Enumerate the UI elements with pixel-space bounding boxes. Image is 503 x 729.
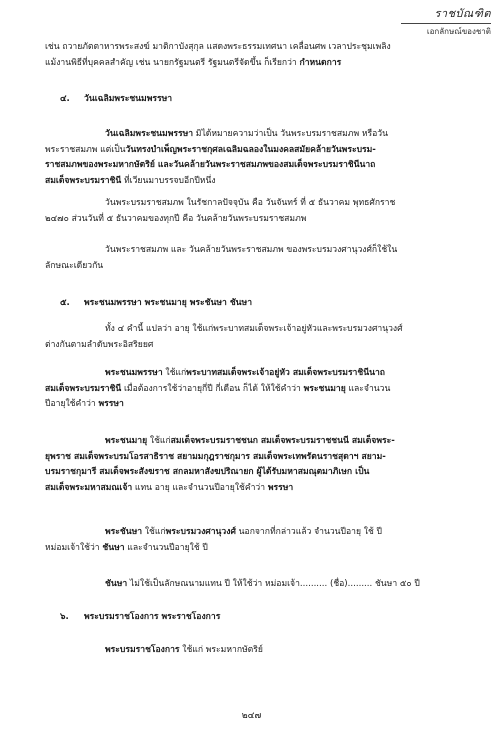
- s4-text: มิได้หมายความว่าเป็น วันพระบรมราชสมภพ หรือวัน: [193, 129, 389, 139]
- section-5-paragraph-3: [45, 434, 478, 496]
- section-5-number: ๕.: [60, 298, 70, 308]
- intro-text: แม้งานพิธีที่บุคคลสำคัญ เช่น นายกรัฐมนตรี รัฐมนตรีจัดขึ้น ก็เรียกว่า: [45, 57, 300, 68]
- section-4-title: วันเฉลิมพระชนมพรรษา: [84, 94, 173, 104]
- s6-text: ใช้แก่ พระมหากษัตริย์: [179, 645, 263, 655]
- s4-term: ราชสมภพของพระมหากษัตริย์ และวันคล้ายวันพระราชสมภพของสมเด็จพระบรมราชินีนาถ: [45, 160, 376, 170]
- s5-p4-line-2: [45, 541, 478, 557]
- s5-p1-line-1: ทั้ง ๔ คำนี้ แปลว่า อายุ ใช้แก่พระบาทสมเด็จพระเจ้าอยู่หัวและพระบรมวงศานุวงศ์: [105, 324, 403, 334]
- page-header: [391, 4, 491, 38]
- s4-p2-line-1: วันพระบรมราชสมภพ ในรัชกาลปัจจุบัน คือ วันจันทร์ ที่ ๕ ธันวาคม พุทธศักราช: [105, 198, 396, 208]
- s4-p1-line-4: [45, 174, 478, 190]
- section-5-title: พระชนมพรรษา พระชนมายุ พระชันษา ชันษา: [84, 298, 253, 308]
- s4-p1-line-1: [45, 127, 478, 143]
- s5-text: ปีอายุใช้คำว่า: [45, 399, 99, 409]
- s4-term: วันเฉลิมพระชนมพรรษา: [105, 129, 194, 139]
- s4-text: ที่เวียนมาบรรจบอีกปีหนึ่ง: [121, 175, 216, 186]
- header-rule: [401, 23, 491, 24]
- section-5-paragraph-5: [45, 577, 478, 593]
- section-4-number: ๔.: [60, 94, 70, 104]
- section-4-heading: [60, 92, 478, 108]
- s5-p5-line-1: [45, 577, 478, 593]
- s5-term: ยุพราช สมเด็จพระบรมโอรสาธิราช สยามมกุฎราชกุมาร สมเด็จพระเทพรัตนราชสุดาฯ สยาม-: [45, 451, 386, 462]
- s5-text: และจำนวน: [345, 383, 391, 394]
- s5-p3-line-3: [45, 465, 478, 481]
- s5-term: สมเด็จพระบรมราชินี: [45, 383, 122, 394]
- s5-p3-line-2: [45, 450, 478, 466]
- section-5-paragraph-1: [45, 322, 478, 353]
- s6-p1-line-1: [45, 643, 478, 659]
- section-5-paragraph-2: [45, 366, 478, 413]
- section-5-heading: [60, 296, 478, 312]
- intro-term: กำหนดการ: [299, 57, 342, 68]
- s5-text: และจำนวนปีอายุใช้ ปี: [124, 542, 208, 553]
- section-6-number: ๖.: [60, 612, 69, 622]
- s5-p2-line-1: [45, 366, 478, 382]
- s5-text: ใช้แก่: [142, 527, 166, 537]
- s5-term: ชันษา: [102, 542, 125, 553]
- intro-paragraph: [45, 40, 478, 71]
- s5-text: ใช้แก่: [162, 368, 187, 378]
- section-6-heading: [60, 610, 478, 626]
- section-6-paragraph-1: [45, 643, 478, 659]
- s5-term: ชันษา: [105, 579, 128, 589]
- intro-line-2: [45, 56, 478, 72]
- s5-text: ไม่ใช้เป็นลักษณนามแทน ปี ให้ใช้ว่า หม่อมเจ้า.......... (ชื่อ)......... ชันษา ๕๐ ปี: [127, 579, 420, 589]
- s4-text: พระราชสมภพ แต่เป็น: [45, 144, 126, 155]
- s5-p2-line-3: [45, 397, 478, 413]
- page-number: ๒๔๗: [241, 711, 262, 721]
- s5-term: พระชนมายุ: [105, 436, 148, 446]
- s4-p2-line-2: ๒๔๗๐ ส่วนวันที่ ๕ ธันวาคมของทุกปี คือ วันคล้ายวันพระบรมราชสมภพ: [45, 213, 307, 224]
- s5-text: หม่อมเจ้าใช้ว่า: [45, 542, 103, 553]
- s5-text: แทน อายุ และจำนวนปีอายุใช้คำว่า: [132, 482, 268, 493]
- s5-term: พระชันษา: [105, 527, 143, 537]
- s4-p1-line-3: [45, 158, 478, 174]
- s4-p3-line-2: ลักษณะเดียวกัน: [45, 260, 104, 271]
- s6-term: พระบรมราชโองการ: [105, 645, 180, 655]
- section-5-paragraph-4: [45, 525, 478, 556]
- header-title: ราชบัณฑิต: [434, 7, 491, 20]
- s5-term: สมเด็จพระมหาสมณเจ้า: [45, 482, 133, 493]
- s4-term: สมเด็จพระบรมราชินี: [45, 175, 122, 186]
- s4-p3-line-1: วันพระราชสมภพ และ วันคล้ายวันพระราชสมภพ ของพระบรมวงศานุวงศ์ก็ใช้ใน: [105, 245, 398, 255]
- s5-term: พระชนมายุ: [303, 383, 346, 394]
- section-6-title: พระบรมราชโองการ พระราชโองการ: [84, 612, 221, 622]
- s5-p3-line-4: [45, 481, 478, 497]
- s5-p3-line-1: [45, 434, 478, 450]
- s5-text: เมื่อต้องการใช้ว่าอายุกี่ปี กี่เดือน ก็ได้ ให้ใช้คำว่า: [121, 383, 304, 394]
- intro-line-1: เช่น ถวายภัตตาหารพระสงฆ์ มาติกาบังสุกุล แสดงพระธรรมเทศนา เคลื่อนศพ เวลาประชุมเพลิง: [45, 42, 391, 52]
- s5-term: บรมราชกุมารี สมเด็จพระสังฆราช สกลมหาสังฆปริณายก ผู้ได้รับมหาสมณุตมาภิเษก เป็น: [45, 467, 370, 477]
- s5-term: พรรษา: [267, 482, 294, 493]
- s5-text: นอกจากที่กล่าวแล้ว จำนวนปีอายุ ใช้ ปี: [235, 527, 382, 537]
- s4-p1-line-2: [45, 143, 478, 159]
- s5-term: พรรษา: [98, 399, 124, 409]
- section-4-paragraph-1: [45, 127, 478, 189]
- s5-text: ใช้แก่: [147, 436, 171, 446]
- s5-p2-line-2: [45, 382, 478, 398]
- section-4-paragraph-3: [45, 243, 478, 274]
- s5-term: พระบรมวงศานุวงศ์: [165, 527, 236, 537]
- section-4-paragraph-2: [45, 196, 478, 227]
- s5-term: พระบาทสมเด็จพระเจ้าอยู่หัว สมเด็จพระบรมราชินีนาถ: [186, 368, 385, 378]
- s5-p4-line-1: [45, 525, 478, 541]
- s5-term: สมเด็จพระบรมราชชนก สมเด็จพระบรมราชชนนี สมเด็จพระ-: [170, 436, 395, 446]
- header-subtitle: เอกลักษณ์ของชาติ: [426, 27, 491, 36]
- s5-p1-line-2: ต่างกันตามลำดับพระอิสริยยศ: [45, 339, 154, 350]
- s4-term: วันทรงบำเพ็ญพระราชกุศลเฉลิมฉลองในมงคลสมัยคล้ายวันพระบรม-: [125, 144, 376, 155]
- s5-term: พระชนมพรรษา: [105, 368, 163, 378]
